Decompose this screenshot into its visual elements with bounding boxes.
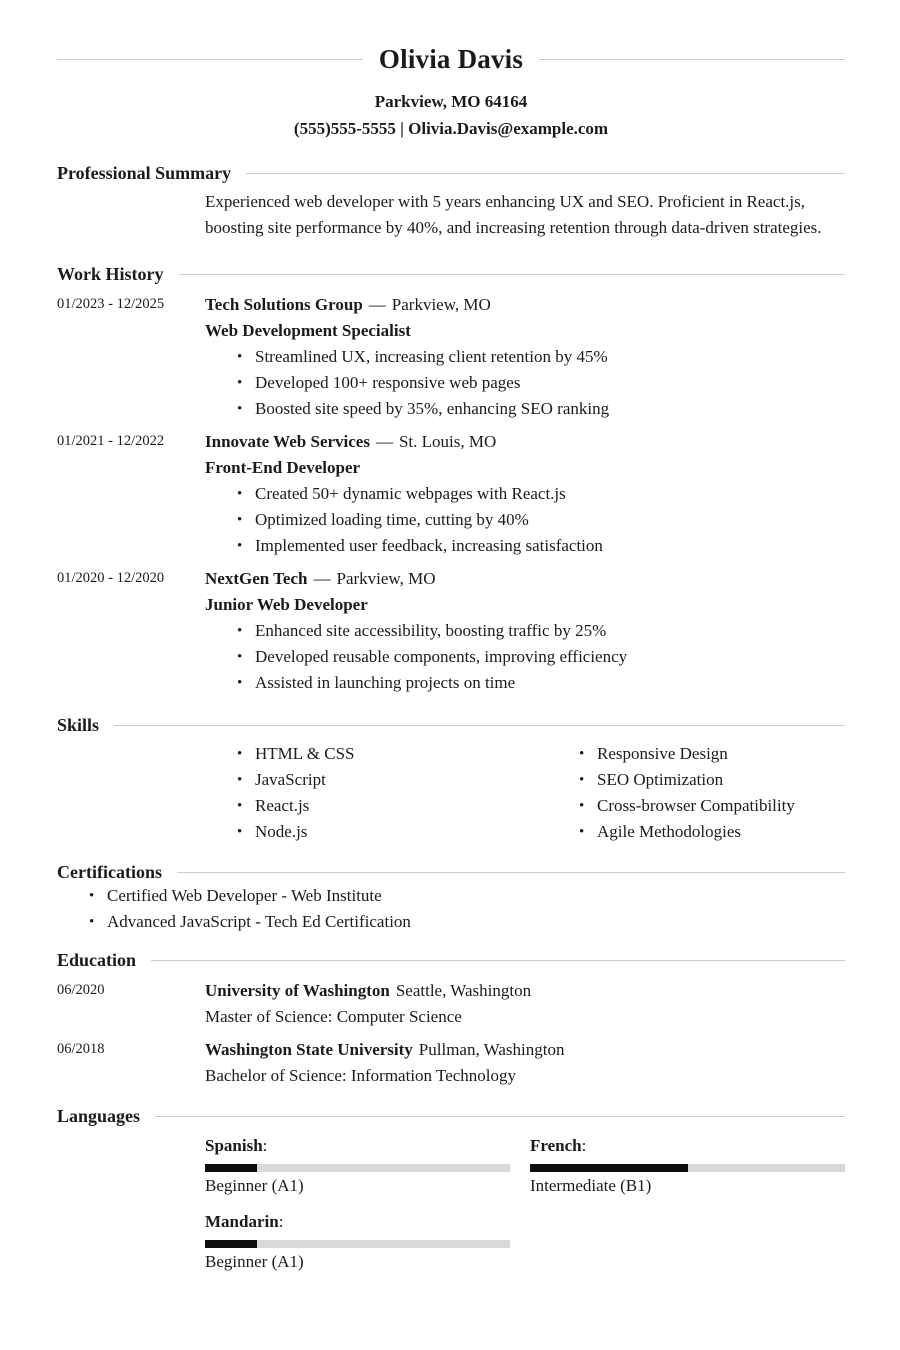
certification-list	[57, 883, 845, 935]
language-entry	[205, 1136, 510, 1197]
language-label	[530, 1136, 845, 1156]
languages-grid	[205, 1136, 845, 1273]
education-details	[205, 978, 845, 1030]
job-bullet: • Streamlined UX, increasing client retention by 45%	[237, 344, 845, 370]
language-level: Beginner (A1)	[205, 1252, 304, 1271]
job-company-line	[205, 429, 845, 455]
skill-item: • React.js	[237, 793, 547, 819]
address-line: Parkview, MO 64164	[374, 92, 528, 111]
language-name: Mandarin	[205, 1212, 279, 1231]
education-school-line	[205, 1037, 845, 1063]
education-school-line	[205, 978, 845, 1004]
job-bullet-list	[205, 618, 845, 696]
language-colon: :	[262, 1136, 268, 1155]
job-company: NextGen Tech	[205, 569, 308, 588]
job-dates: 01/2023 - 12/2025	[57, 296, 165, 312]
job-title: Junior Web Developer	[205, 595, 368, 614]
section-heading-certifications	[57, 862, 845, 883]
job-location: St. Louis, MO	[398, 432, 497, 451]
job-bullet-list	[205, 481, 845, 559]
education-location: Seattle, Washington	[395, 981, 532, 1000]
job-details	[205, 429, 845, 559]
skill-item: • Responsive Design	[579, 741, 845, 767]
education-location: Pullman, Washington	[418, 1040, 565, 1059]
job-details	[205, 566, 845, 696]
contact-block	[57, 88, 845, 142]
language-entry	[205, 1212, 510, 1273]
language-progress-track	[205, 1240, 510, 1248]
section-heading-languages	[57, 1106, 845, 1127]
education-degree: Master of Science: Computer Science	[205, 1007, 462, 1026]
name-left-divider	[57, 59, 363, 60]
job-company-line	[205, 292, 845, 318]
certification-item: • Advanced JavaScript - Tech Ed Certification	[89, 909, 845, 935]
education-date: 06/2020	[57, 982, 105, 998]
job-bullet: • Created 50+ dynamic webpages with React.js	[237, 481, 845, 507]
job-company-line	[205, 566, 845, 592]
heading-divider	[246, 173, 845, 174]
section-heading-professional-summary	[57, 163, 845, 184]
section-title: Work History	[57, 264, 164, 284]
language-name: French	[530, 1136, 582, 1155]
job-title: Front-End Developer	[205, 458, 361, 477]
header	[57, 44, 845, 75]
language-progress-fill	[205, 1164, 257, 1172]
language-entry	[530, 1136, 845, 1197]
education-date: 06/2018	[57, 1041, 105, 1057]
education-entry	[57, 1037, 845, 1089]
job-title: Web Development Specialist	[205, 321, 411, 340]
job-bullet: • Implemented user feedback, increasing satisfaction	[237, 533, 845, 559]
section-title: Languages	[57, 1106, 141, 1126]
section-heading-education	[57, 950, 845, 971]
job-entry	[57, 566, 845, 696]
job-details	[205, 292, 845, 422]
summary-text: Experienced web developer with 5 years enhancing UX and SEO. Proficient in React.js, boosting site performance by 40%, and increasing retention through data-driven strategies.	[205, 192, 822, 237]
name-right-divider	[539, 59, 845, 60]
certification-item: • Certified Web Developer - Web Institute	[89, 883, 845, 909]
skill-item: • Agile Methodologies	[579, 819, 845, 845]
section-title: Professional Summary	[57, 163, 232, 183]
job-location: Parkview, MO	[336, 569, 436, 588]
skills-column-1	[205, 741, 547, 845]
heading-divider	[155, 1116, 845, 1117]
job-separator: —	[313, 569, 331, 588]
education-school: University of Washington	[205, 981, 390, 1000]
language-progress-track	[205, 1164, 510, 1172]
heading-divider	[179, 274, 846, 275]
language-name: Spanish	[205, 1136, 263, 1155]
skill-item: • HTML & CSS	[237, 741, 547, 767]
job-bullet-list	[205, 344, 845, 422]
language-colon: :	[581, 1136, 587, 1155]
job-bullet: • Developed 100+ responsive web pages	[237, 370, 845, 396]
job-company: Innovate Web Services	[205, 432, 370, 451]
language-progress-track	[530, 1164, 845, 1172]
education-entry	[57, 978, 845, 1030]
language-level: Beginner (A1)	[205, 1176, 304, 1195]
job-bullet: • Developed reusable components, improving efficiency	[237, 644, 845, 670]
job-dates: 01/2021 - 12/2022	[57, 433, 165, 449]
job-bullet: • Enhanced site accessibility, boosting traffic by 25%	[237, 618, 845, 644]
job-dates: 01/2020 - 12/2020	[57, 570, 165, 586]
education-degree: Bachelor of Science: Information Technology	[205, 1066, 517, 1085]
job-bullet: • Boosted site speed by 35%, enhancing SEO ranking	[237, 396, 845, 422]
job-bullet: • Optimized loading time, cutting by 40%	[237, 507, 845, 533]
job-company: Tech Solutions Group	[205, 295, 363, 314]
skills-grid	[205, 741, 845, 845]
job-bullet: • Assisted in launching projects on time	[237, 670, 845, 696]
education-details	[205, 1037, 845, 1089]
section-title: Skills	[57, 715, 100, 735]
job-location: Parkview, MO	[391, 295, 491, 314]
job-separator: —	[368, 295, 386, 314]
section-heading-skills	[57, 715, 845, 736]
language-label	[205, 1136, 510, 1156]
job-entry	[57, 429, 845, 559]
language-label	[205, 1212, 510, 1232]
page-title: Olivia Davis	[378, 44, 524, 74]
heading-divider	[114, 725, 845, 726]
job-separator: —	[375, 432, 393, 451]
skill-item: • SEO Optimization	[579, 767, 845, 793]
language-level: Intermediate (B1)	[530, 1176, 652, 1195]
language-colon: :	[278, 1212, 284, 1231]
language-progress-fill	[205, 1240, 257, 1248]
section-heading-work-history	[57, 264, 845, 285]
skills-column-2	[547, 741, 845, 845]
section-title: Certifications	[57, 862, 162, 882]
skill-item: • Node.js	[237, 819, 547, 845]
heading-divider	[151, 960, 845, 961]
heading-divider	[177, 872, 845, 873]
language-progress-fill	[530, 1164, 688, 1172]
education-school: Washington State University	[205, 1040, 413, 1059]
job-entry	[57, 292, 845, 422]
section-title: Education	[57, 950, 137, 970]
skill-item: • JavaScript	[237, 767, 547, 793]
skill-item: • Cross-browser Compatibility	[579, 793, 845, 819]
contact-line: (555)555-5555 | Olivia.Davis@example.com	[293, 119, 609, 138]
